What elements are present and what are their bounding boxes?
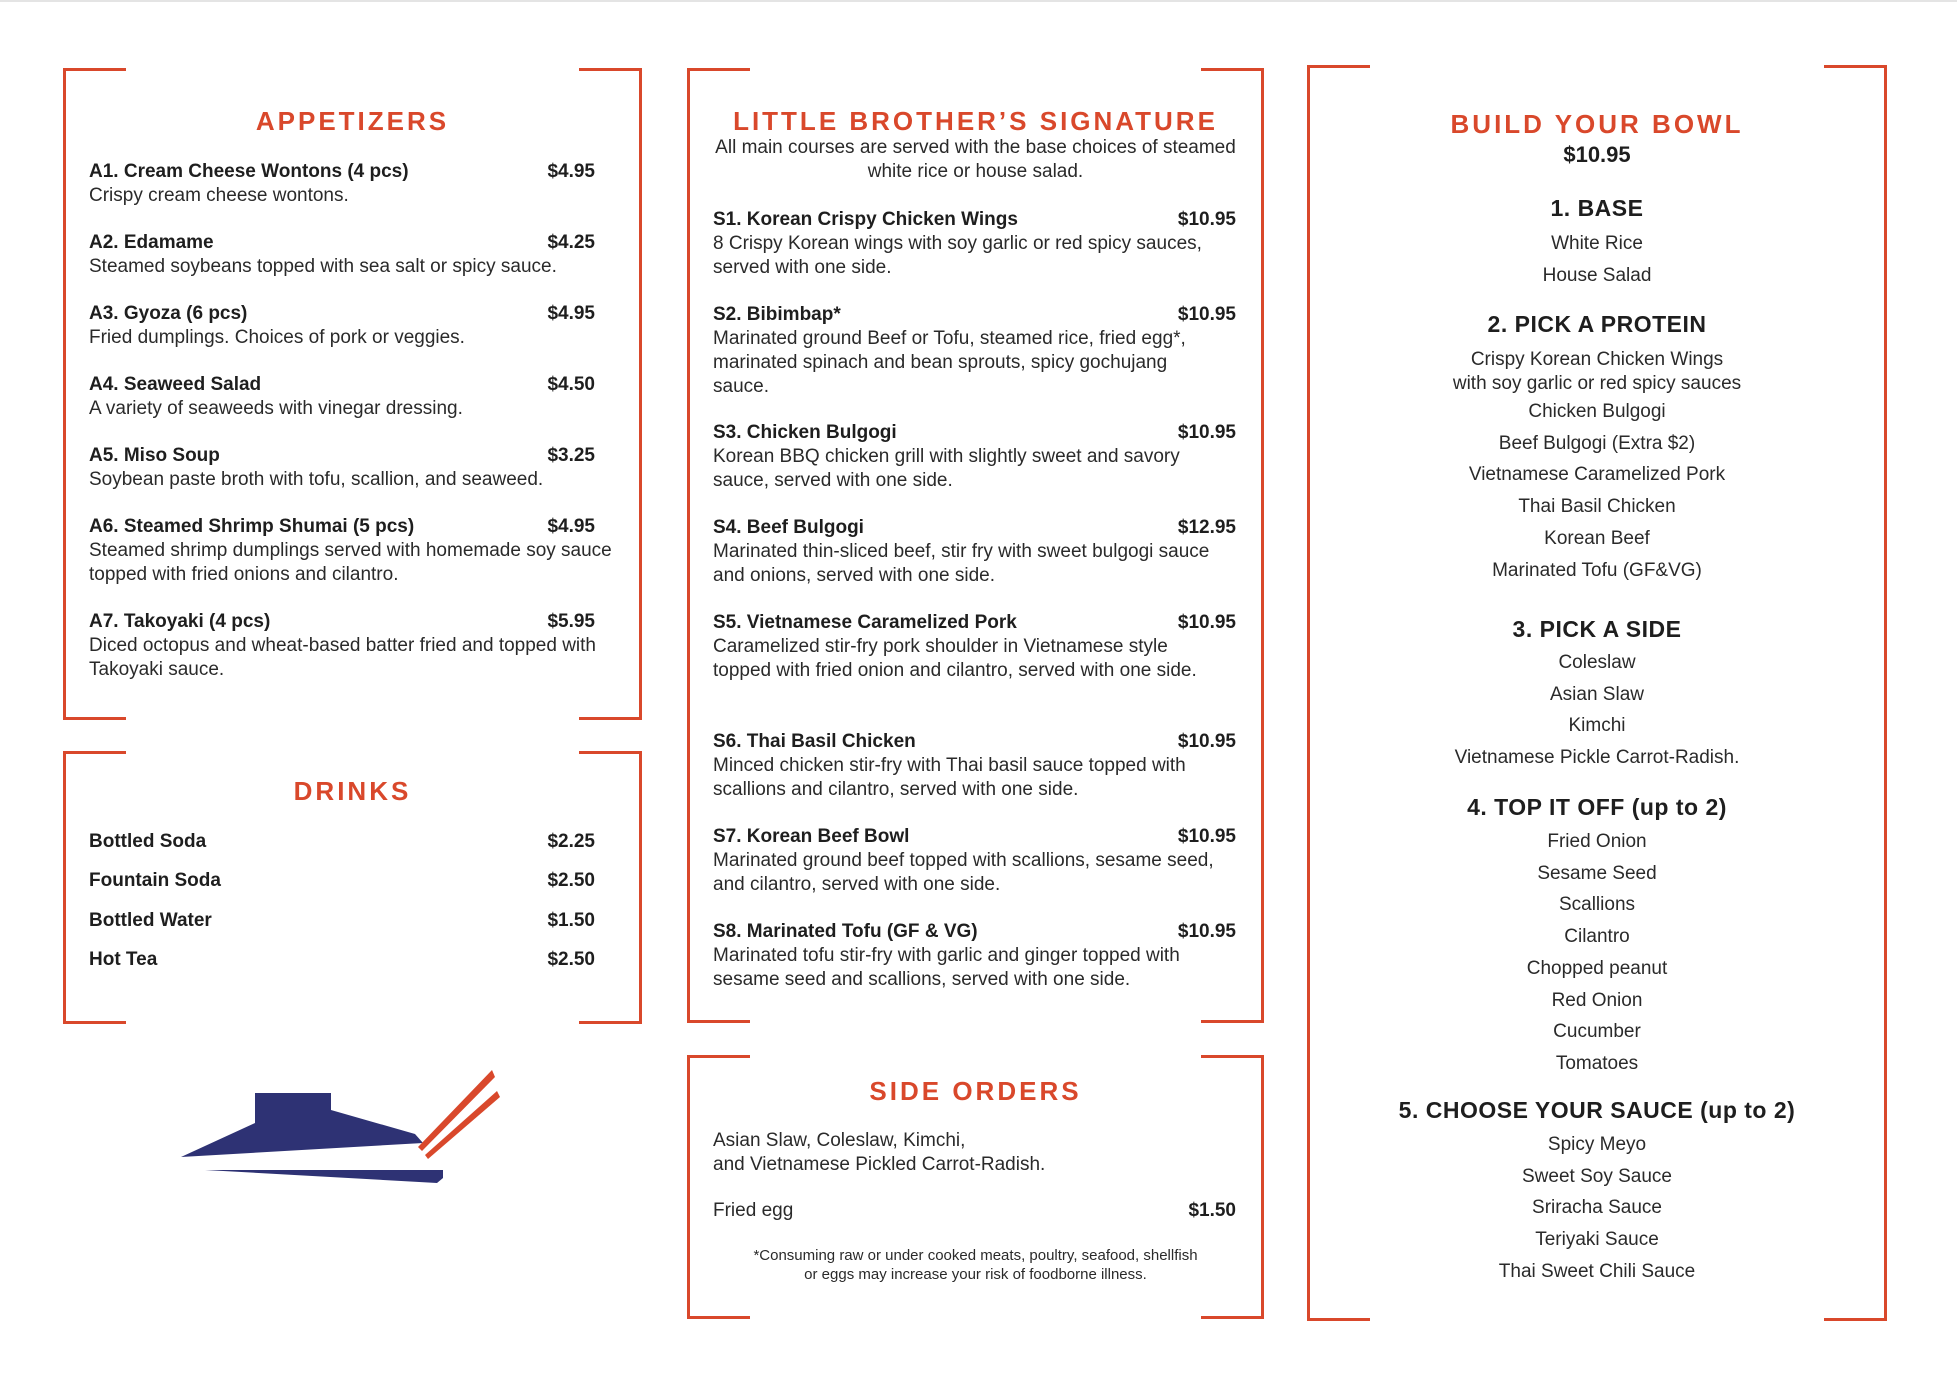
option-list: Coleslaw Asian Slaw Kimchi Vietnamese Pickle Carrot-Radish. xyxy=(1454,652,1740,769)
menu-item: A5. Miso Soup $3.25 Soybean paste broth with tofu, scallion, and seaweed. xyxy=(89,445,595,490)
bowl-price: $10.95 xyxy=(1563,142,1631,167)
top-divider xyxy=(0,0,1957,2)
menu-item: A1. Cream Cheese Wontons (4 pcs) $4.95 Crispy cream cheese wontons. xyxy=(89,161,595,206)
bowl-title: BUILD YOUR BOWL xyxy=(1450,109,1744,139)
option-list: Spicy Meyo Sweet Soy Sauce Sriracha Sauce Teriyaki Sauce Thai Sweet Chili Sauce xyxy=(1498,1134,1696,1282)
menu-item: S3. Chicken Bulgogi $10.95 Korean BBQ chicken grill with slightly sweet and savory sauce, served with one side. xyxy=(713,422,1236,491)
step-title: 5. CHOOSE YOUR SAUCE (up to 2) xyxy=(1398,1097,1796,1123)
menu-item: A4. Seaweed Salad $4.50 A variety of seaweeds with vinegar dressing. xyxy=(89,374,595,419)
option-list: White Rice House Salad xyxy=(1542,233,1652,286)
drink-item: Fountain Soda $2.50 xyxy=(89,870,595,891)
step-title: 2. PICK A PROTEIN xyxy=(1487,311,1707,337)
menu-item: S7. Korean Beef Bowl $10.95 Marinated ground beef topped with scallions, sesame seed, and cilantro, served with one side. xyxy=(713,826,1236,895)
menu-item: S1. Korean Crispy Chicken Wings $10.95 8 Crispy Korean wings with soy garlic or red spicy sauces, served with one side. xyxy=(713,209,1236,278)
side-orders-text: Asian Slaw, Coleslaw, Kimchi, and Vietnamese Pickled Carrot-Radish. xyxy=(713,1130,1046,1175)
menu-item: A6. Steamed Shrimp Shumai (5 pcs) $4.95 Steamed shrimp dumplings served with homemade soy sauce topped with fried onions and cilantro. xyxy=(89,516,612,585)
bowl-with-chopsticks-icon xyxy=(175,1065,505,1285)
side-orders-panel xyxy=(687,1055,1264,1319)
drink-item: Hot Tea $2.50 xyxy=(89,949,595,970)
side-orders-title: SIDE ORDERS xyxy=(869,1076,1082,1106)
signature-subtitle: All main courses are served with the base choices of steamed white rice or house salad. xyxy=(715,137,1236,182)
menu-item: S8. Marinated Tofu (GF & VG) $10.95 Marinated tofu stir-fry with garlic and ginger topped with sesame seed and scallions, served with one side. xyxy=(713,921,1236,990)
drink-item: Bottled Soda $2.25 xyxy=(89,831,595,852)
appetizers-title: APPETIZERS xyxy=(255,106,450,136)
step-title: 4. TOP IT OFF (up to 2) xyxy=(1467,794,1727,820)
step-title: 1. BASE xyxy=(1550,195,1644,221)
menu-item: A3. Gyoza (6 pcs) $4.95 Fried dumplings. Choices of pork or veggies. xyxy=(89,303,595,348)
signature-title: LITTLE BROTHER’S SIGNATURE xyxy=(733,106,1218,136)
menu-item: S2. Bibimbap* $10.95 Marinated ground Beef or Tofu, steamed rice, fried egg*, marinated spinach and bean sprouts, spicy gochujang sauce. xyxy=(713,304,1236,397)
step-title: 3. PICK A SIDE xyxy=(1512,616,1682,642)
menu-item: S6. Thai Basil Chicken $10.95 Minced chicken stir-fry with Thai basil sauce topped with scallions and cilantro, served with one side. xyxy=(713,731,1236,800)
option-list: Fried Onion Sesame Seed Scallions Cilantro Chopped peanut Red Onion Cucumber Tomatoes xyxy=(1526,831,1668,1074)
menu-item: S4. Beef Bulgogi $12.95 Marinated thin-sliced beef, stir fry with sweet bulgogi sauce and onions, served with one side. xyxy=(713,517,1236,586)
option-list: Crispy Korean Chicken Wings with soy garlic or red spicy sauces Chicken Bulgogi Beef Bulgogi (Extra $2) Vietnamese Caramelized Pork Thai Basil Chicken Korean Beef Marinated Tofu (GF&VG) xyxy=(1452,349,1742,581)
appetizers-panel xyxy=(63,68,642,720)
menu-item: S5. Vietnamese Caramelized Pork $10.95 Caramelized stir-fry pork shoulder in Vietnamese style topped with fried onion and cilantro, served with one side. xyxy=(713,612,1236,681)
fried-egg-item: Fried egg $1.50 xyxy=(713,1200,1236,1221)
build-your-bowl-panel xyxy=(1307,65,1887,1321)
signature-panel xyxy=(687,68,1264,1023)
drink-item: Bottled Water $1.50 xyxy=(89,910,595,931)
drinks-panel xyxy=(63,751,642,1024)
menu-item: A2. Edamame $4.25 Steamed soybeans topped with sea salt or spicy sauce. xyxy=(89,232,595,277)
health-disclaimer: *Consuming raw or under cooked meats, poultry, seafood, shellfish or eggs may increase your risk of foodborne illness. xyxy=(753,1247,1198,1283)
menu-item: A7. Takoyaki (4 pcs) $5.95 Diced octopus and wheat-based batter fried and topped with Takoyaki sauce. xyxy=(89,611,596,680)
drinks-title: DRINKS xyxy=(293,776,412,806)
